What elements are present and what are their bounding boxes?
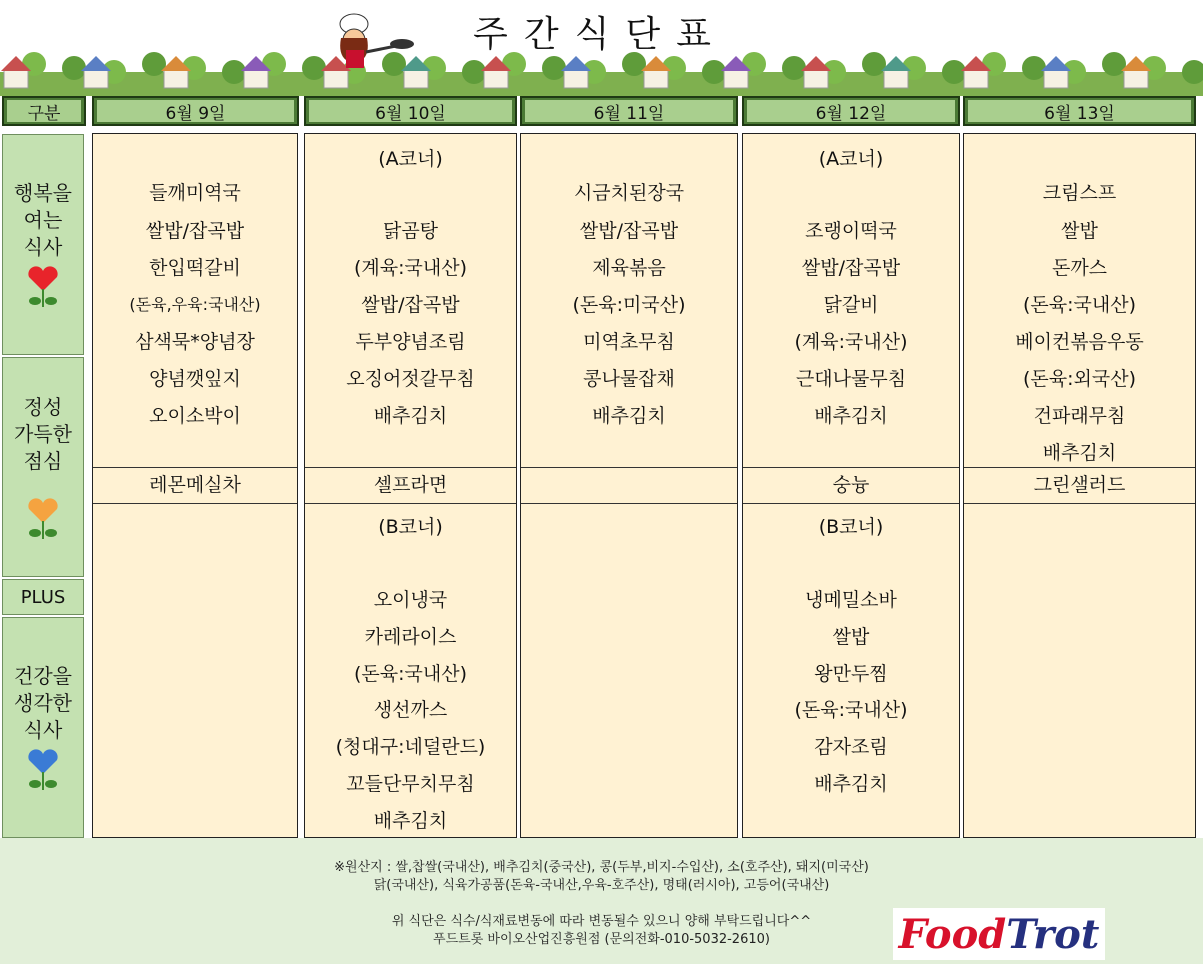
menu-column-day2 <box>304 133 517 838</box>
foodtrot-logo <box>893 908 1105 960</box>
category-line: 가득한 <box>14 421 72 446</box>
house-icon <box>964 70 988 88</box>
house-icon <box>164 70 188 88</box>
menu-item: 크림스프 <box>1042 182 1117 204</box>
header-label-cell <box>2 96 86 126</box>
menu-item: 두부양념조림 <box>355 331 466 353</box>
plus-cell <box>964 467 1195 504</box>
menu-item: (돈육:국내산) <box>354 663 467 685</box>
category-line: 식사 <box>23 718 63 742</box>
menu-item: 생선까스 <box>373 699 448 721</box>
plus-item: 그린샐러드 <box>1033 474 1126 496</box>
menu-item: 쌀밥 <box>832 626 870 648</box>
plus-item: 셀프라면 <box>373 474 448 496</box>
category-plus-label: PLUS <box>20 586 66 608</box>
tree-icon <box>302 56 326 80</box>
corner-label: (B코너) <box>818 516 884 538</box>
house-icon <box>1044 70 1068 88</box>
menu-item: 베이컨볶음우동 <box>1015 331 1144 353</box>
day-label: 6월 10일 <box>309 100 512 122</box>
menu-item: (돈육:미국산) <box>572 294 686 316</box>
plus-cell <box>305 467 516 504</box>
header-day-2 <box>304 96 517 126</box>
menu-item: (계육:국내산) <box>794 331 908 353</box>
tree-icon <box>1022 56 1046 80</box>
menu-item: 삼색묵*양념장 <box>135 331 255 353</box>
house-icon <box>404 70 428 88</box>
menu-item: 오이소박이 <box>149 405 241 427</box>
menu-item: 조랭이떡국 <box>805 220 897 242</box>
menu-item: (청대구:네덜란드) <box>335 736 486 758</box>
category-breakfast <box>2 134 84 355</box>
menu-column-day1 <box>92 133 298 838</box>
menu-item: (돈육:국내산) <box>794 699 908 721</box>
plus-item: 숭늉 <box>832 474 870 496</box>
menu-item: 배추김치 <box>814 405 888 427</box>
tree-icon <box>782 56 806 80</box>
menu-item: 미역초무침 <box>583 331 675 353</box>
house-icon <box>564 70 588 88</box>
menu-item: 시금치된장국 <box>573 182 685 204</box>
menu-item: 콩나물잡채 <box>583 368 675 390</box>
house-icon <box>84 70 108 88</box>
menu-item: (계육:국내산) <box>354 257 467 279</box>
menu-item: 한입떡갈비 <box>149 257 241 279</box>
tree-icon <box>462 60 486 84</box>
day-label: 6월 11일 <box>525 100 733 122</box>
menu-item: 꼬들단무치무침 <box>346 773 475 795</box>
heart-flower-icon <box>25 265 61 309</box>
menu-item: 돈까스 <box>1051 257 1108 279</box>
page-title: 주간식단표 <box>473 14 727 55</box>
menu-column-day4 <box>742 133 960 838</box>
header-day-5 <box>963 96 1196 126</box>
tree-icon <box>222 60 246 84</box>
tree-icon <box>62 56 86 80</box>
menu-item: 제육볶음 <box>592 257 666 279</box>
corner-label: (B코너) <box>378 516 443 538</box>
house-icon <box>4 70 28 88</box>
tree-icon <box>1102 52 1126 76</box>
tree-icon <box>702 60 726 84</box>
corner-label: (A코너) <box>818 148 884 170</box>
category-line: 건강을 <box>14 664 72 688</box>
header-label: 구분 <box>7 100 81 122</box>
house-icon <box>1124 70 1148 88</box>
chef-icon <box>326 10 416 70</box>
change-notice: 위 식단은 식수/식재료변동에 따라 변동될수 있으니 양해 부탁드립니다^^ <box>391 914 812 929</box>
plus-cell <box>743 467 959 504</box>
house-icon <box>724 70 748 88</box>
logo-food: Food <box>898 910 1007 958</box>
day-label: 6월 9일 <box>97 100 294 122</box>
menu-item: 닭곰탕 <box>382 220 439 242</box>
heart-flower-icon <box>25 497 61 541</box>
menu-item: 근대나물무침 <box>795 368 907 390</box>
house-icon <box>644 70 668 88</box>
heart-flower-icon <box>25 748 61 792</box>
menu-item: 왕만두찜 <box>814 663 888 685</box>
house-icon <box>324 70 348 88</box>
menu-item: 배추김치 <box>592 405 666 427</box>
plus-cell <box>93 467 297 504</box>
menu-column-day3 <box>520 133 738 838</box>
category-line: 행복을 <box>14 181 72 205</box>
plus-cell <box>521 467 737 504</box>
category-line: 정성 <box>23 394 63 419</box>
menu-item: 오징어젓갈무침 <box>346 368 475 390</box>
tree-icon <box>542 56 566 80</box>
corner-label: (A코너) <box>378 148 443 170</box>
category-line: 점심 <box>23 448 63 473</box>
house-icon <box>484 70 508 88</box>
day-label: 6월 12일 <box>747 100 955 122</box>
menu-item: 배추김치 <box>1042 442 1117 464</box>
menu-item: (돈육:국내산) <box>1023 294 1136 316</box>
menu-item: 쌀밥/잡곡밥 <box>361 294 460 316</box>
menu-item: 들깨미역국 <box>149 182 241 204</box>
category-lunch <box>2 357 84 577</box>
menu-item: 오이냉국 <box>373 589 448 611</box>
category-line: 여는 <box>23 208 63 232</box>
menu-item: (돈육,우육:국내산) <box>129 295 261 314</box>
menu-item: (돈육:외국산) <box>1023 368 1136 390</box>
banner <box>0 0 1203 96</box>
contact-info: 푸드트롯 바이오산업진흥원점 (문의전화-010-5032-2610) <box>433 932 770 947</box>
menu-item: 쌀밥 <box>1061 220 1098 242</box>
origin-note-2: 닭(국내산), 식육가공품(돈육-국내산,우육-호주산), 명태(러시아), 고등어(국내산) <box>373 878 830 893</box>
menu-item: 배추김치 <box>373 405 448 427</box>
header-day-4 <box>742 96 960 126</box>
house-icon <box>244 70 268 88</box>
menu-item: 배추김치 <box>814 773 888 795</box>
menu-item: 건파래무침 <box>1033 405 1126 427</box>
menu-item: 카레라이스 <box>364 626 457 648</box>
logo-trot: Trot <box>1006 910 1100 958</box>
category-line: 생각한 <box>14 691 72 715</box>
menu-item: 냉메밀소바 <box>805 589 897 611</box>
tree-icon <box>142 52 166 76</box>
menu-item: 쌀밥/잡곡밥 <box>801 257 901 279</box>
origin-note-1: ※원산지 : 쌀,찹쌀(국내산), 배추김치(중국산), 콩(두부,비지-수입산), 소(호주산), 돼지(미국산) <box>334 860 869 875</box>
tree-icon <box>862 52 886 76</box>
house-icon <box>804 70 828 88</box>
category-dinner <box>2 617 84 838</box>
menu-item: 쌀밥/잡곡밥 <box>145 220 245 242</box>
menu-item: 배추김치 <box>373 810 448 832</box>
menu-item: 닭갈비 <box>823 294 879 316</box>
menu-item: 쌀밥/잡곡밥 <box>579 220 679 242</box>
tree-icon <box>942 60 966 84</box>
header-day-1 <box>92 96 299 126</box>
day-label: 6월 13일 <box>968 100 1191 122</box>
menu-item: 양념깻잎지 <box>149 368 241 390</box>
menu-column-day5 <box>963 133 1196 838</box>
category-plus <box>2 579 84 615</box>
plus-item: 레몬메실차 <box>149 474 241 496</box>
header-day-3 <box>520 96 738 126</box>
category-line: 식사 <box>23 235 63 259</box>
menu-item: 감자조림 <box>814 736 888 758</box>
house-icon <box>884 70 908 88</box>
